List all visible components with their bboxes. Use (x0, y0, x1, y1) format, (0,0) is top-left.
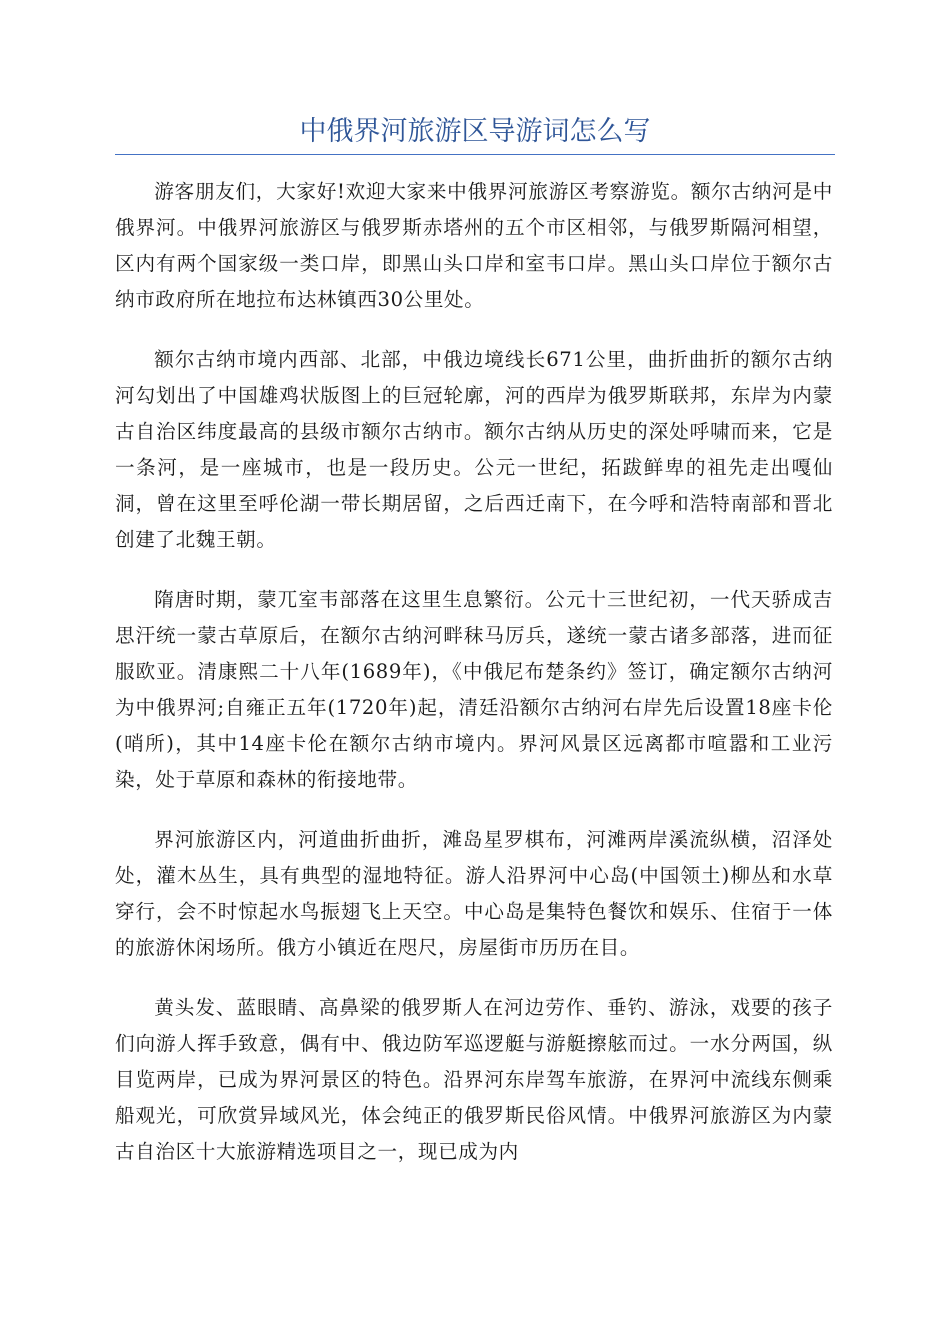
paragraph-1: 游客朋友们，大家好!欢迎大家来中俄界河旅游区考察游览。额尔古纳河是中俄界河。中俄界河旅游区与俄罗斯赤塔州的五个市区相邻，与俄罗斯隔河相望，区内有两个国家级一类口岸，即黑山头口岸和室韦口岸。黑山头口岸位于额尔古纳市政府所在地拉布达林镇西30公里处。 (115, 180, 833, 311)
title-underline-rule (115, 154, 835, 155)
document-title: 中俄界河旅游区导游词怎么写 (299, 116, 651, 147)
document-body (115, 174, 833, 1194)
paragraph-2: 额尔古纳市境内西部、北部，中俄边境线长671公里，曲折曲折的额尔古纳河勾划出了中国雄鸡状版图上的巨冠轮廓，河的西岸为俄罗斯联邦，东岸为内蒙古自治区纬度最高的县级市额尔古纳市。额尔古纳从历史的深处呼啸而来，它是一条河，是一座城市，也是一段历史。公元一世纪，拓跋鲜卑的祖先走出嘎仙洞，曾在这里至呼伦湖一带长期居留，之后西迁南下，在今呼和浩特南部和晋北创建了北魏王朝。 (115, 348, 833, 551)
paragraph-4: 界河旅游区内，河道曲折曲折，滩岛星罗棋布，河滩两岸溪流纵横，沼泽处处，灌木丛生，具有典型的湿地特征。游人沿界河中心岛(中国领土)柳丛和水草穿行，会不时惊起水鸟振翅飞上天空。中心岛是集特色餐饮和娱乐、住宿于一体的旅游休闲场所。俄方小镇近在咫尺，房屋街市历历在目。 (115, 828, 833, 959)
paragraph-5: 黄头发、蓝眼睛、高鼻梁的俄罗斯人在河边劳作、垂钓、游泳，戏要的孩子们向游人挥手致意，偶有中、俄边防军巡逻艇与游艇擦舷而过。一水分两国，纵目览两岸，已成为界河景区的特色。沿界河东岸驾车旅游，在界河中流线东侧乘船观光，可欣赏异域风光，体会纯正的俄罗斯民俗风情。中俄界河旅游区为内蒙古自治区十大旅游精选项目之一，现已成为内 (115, 996, 833, 1163)
paragraph-3: 隋唐时期，蒙兀室韦部落在这里生息繁衍。公元十三世纪初，一代天骄成吉思汗统一蒙古草原后，在额尔古纳河畔秣马厉兵，遂统一蒙古诸多部落，进而征服欧亚。清康熙二十八年(1689年)，《中俄尼布楚条约》签订，确定额尔古纳河为中俄界河;自雍正五年(1720年)起，清廷沿额尔古纳河右岸先后设置18座卡伦(哨所)，其中14座卡伦在额尔古纳市境内。界河风景区远离都市喧嚣和工业污染，处于草原和森林的衔接地带。 (115, 588, 833, 791)
